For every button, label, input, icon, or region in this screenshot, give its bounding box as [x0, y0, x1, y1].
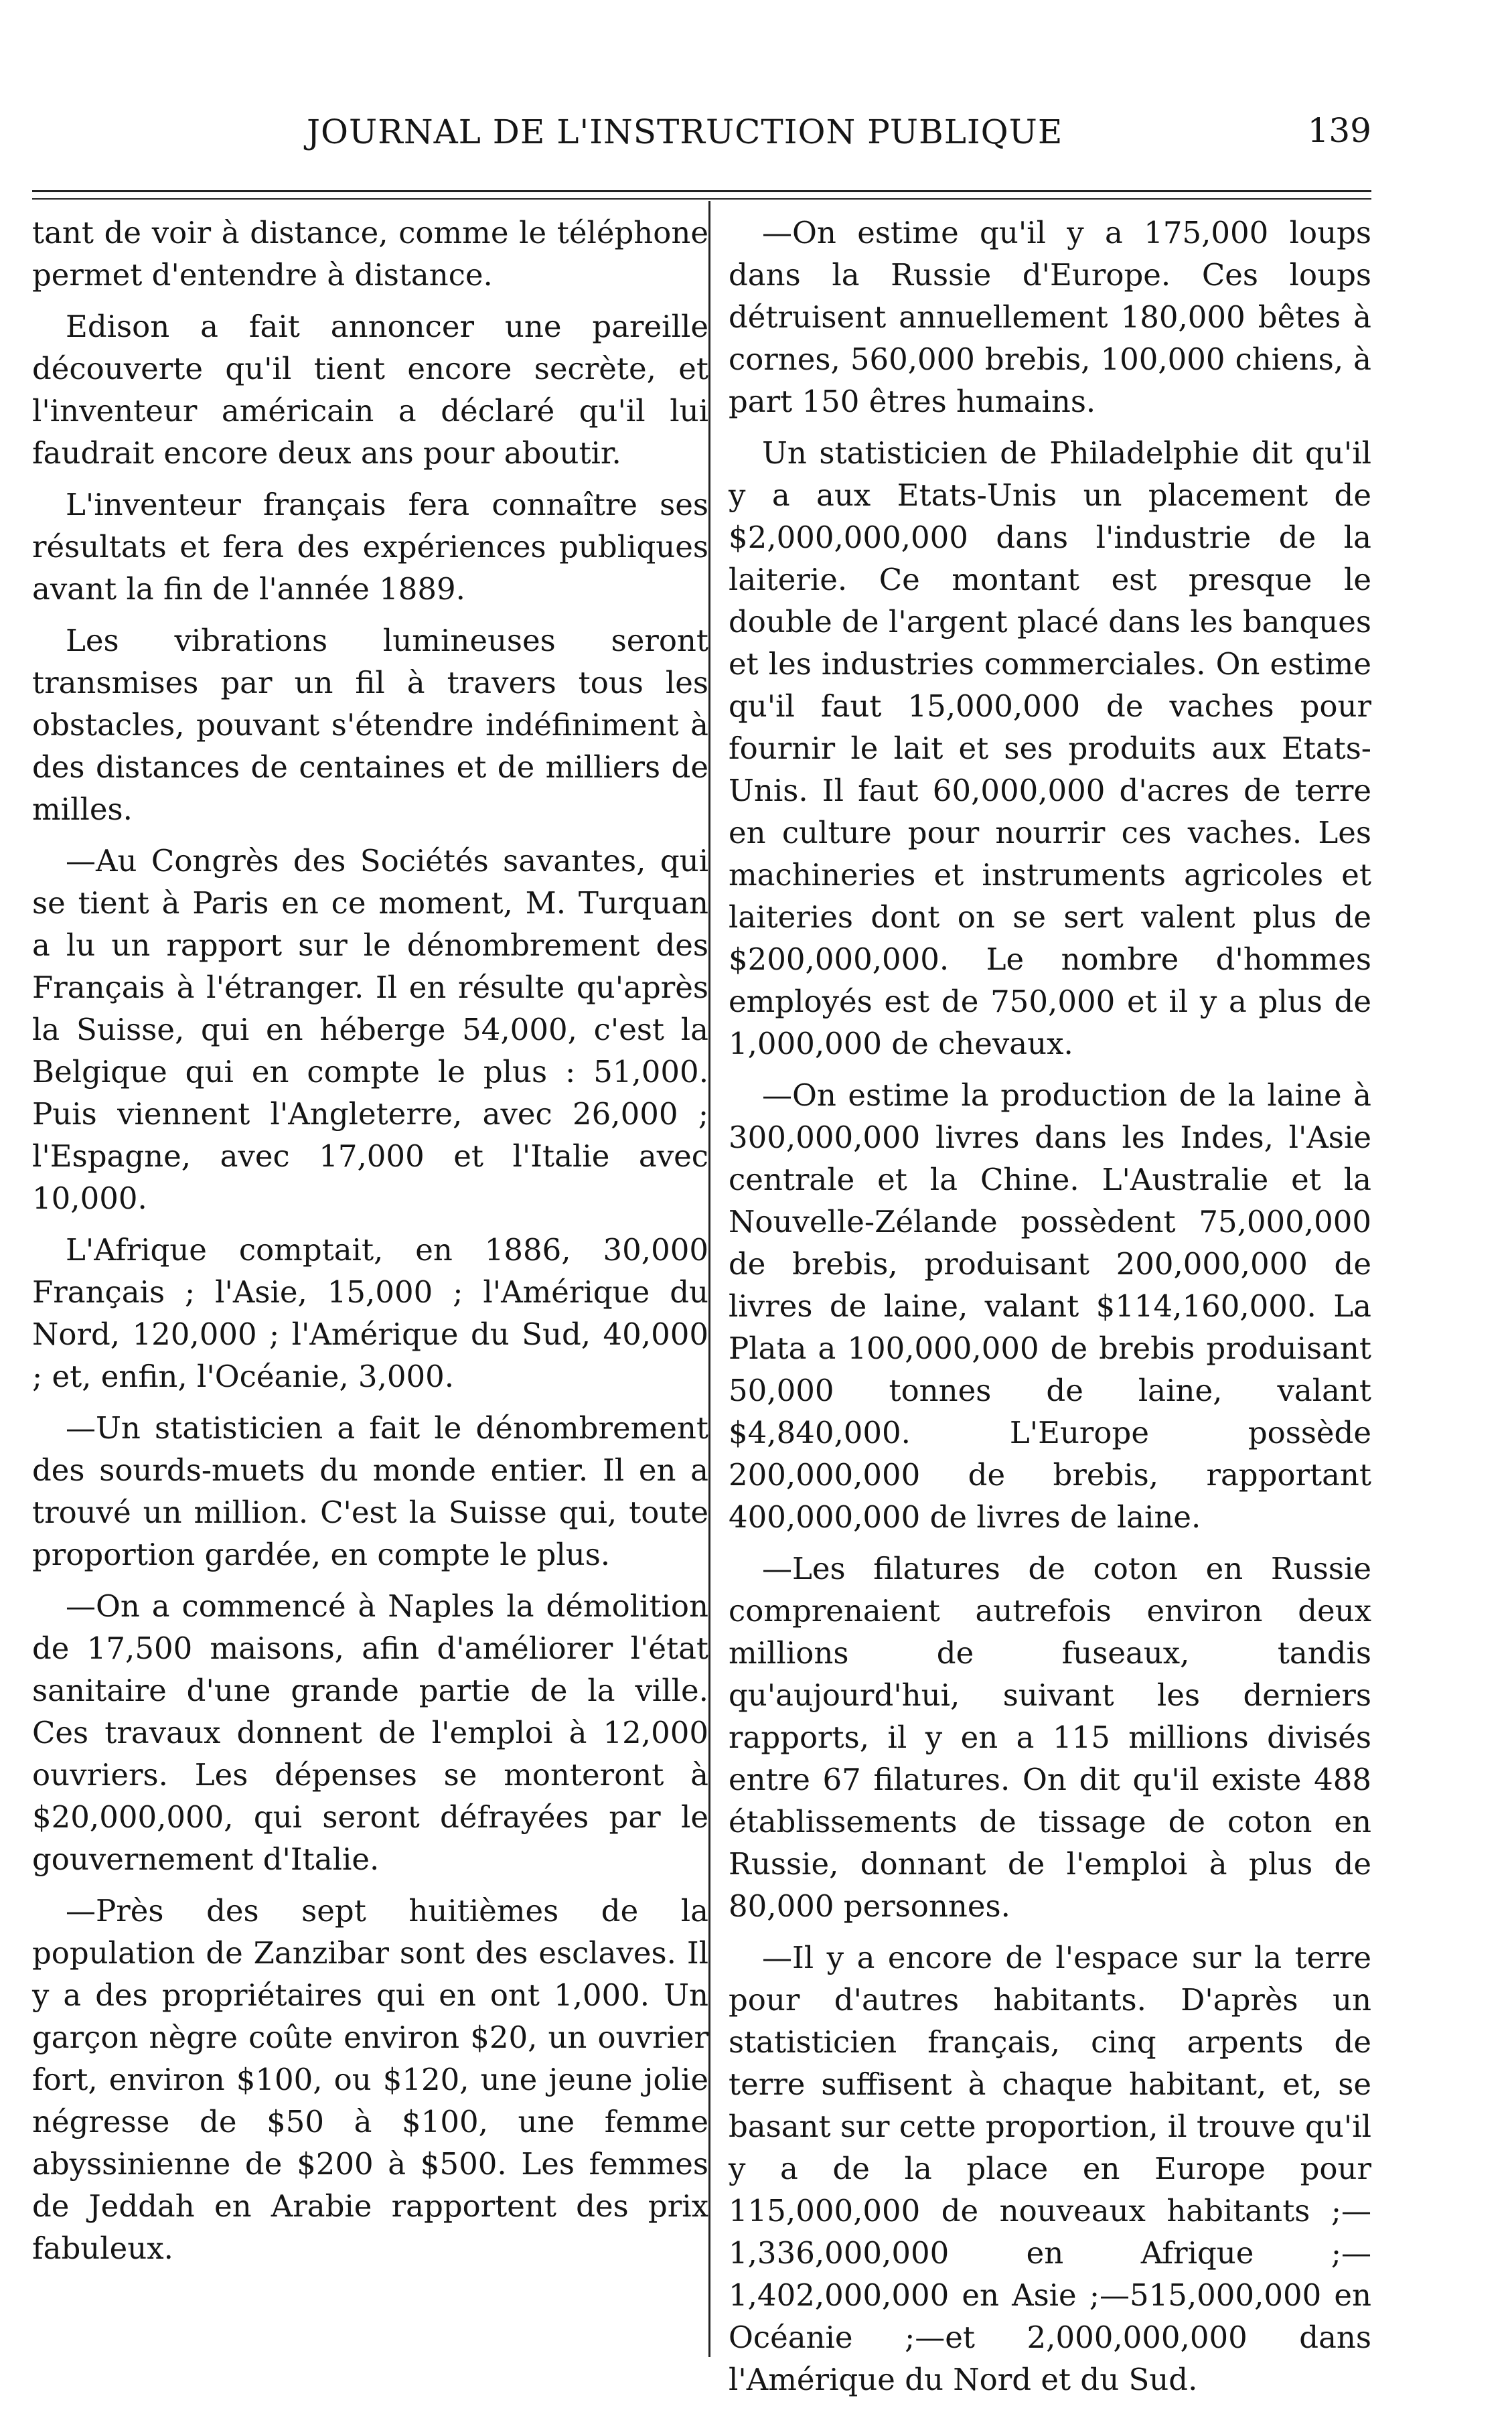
paragraph: Un statisticien de Philadelphie dit qu'il y a aux Etats-Unis un placement de $2,000,000,000 dans l'industrie de la laiterie. Ce montant est presque le double de l'argent placé dans les banques et les industries commerciales. On estime qu'il faut 15,000,000 de vaches pour fournir le lait et ses produits aux Etats-Unis. Il faut 60,000,000 d'acres de terre en culture pour nourrir ces vaches. Les machineries et instruments agricoles et laiteries dont on se sert valent plus de $200,000,000. Le nombre d'hommes employés est de 750,000 et il y a plus de 1,000,000 de chevaux. — [729, 435, 1371, 1061]
right-column — [729, 212, 1371, 2410]
column-divider — [708, 201, 710, 2357]
page-number: 139 — [1307, 111, 1371, 150]
paragraph: —Les filatures de coton en Russie comprenaient autrefois environ deux millions de fuseaux, tandis qu'aujourd'hui, suivant les derniers rapports, il y en a 115 millions divisés entre 67 filatures. On dit qu'il existe 488 établissements de tissage de coton en Russie, donnant de l'emploi à plus de 80,000 personnes. — [729, 1551, 1371, 1924]
paragraph: —On estime la production de la laine à 300,000,000 livres dans les Indes, l'Asie centrale et la Chine. L'Australie et la Nouvelle-Zélande possèdent 75,000,000 de brebis, produisant 200,000,000 de livres de laine, valant $114,160,000. La Plata a 100,000,000 de brebis produisant 50,000 tonnes de laine, valant $4,840,000. L'Europe possède 200,000,000 de brebis, rapportant 400,000,000 de livres de laine. — [729, 1077, 1371, 1535]
paragraph: —Au Congrès des Sociétés savantes, qui se tient à Paris en ce moment, M. Turquan a lu un rapport sur le dénombrement des Français à l'étranger. Il en résulte qu'après la Suisse, qui en héberge 54,000, c'est la Belgique qui en compte le plus : 51,000. Puis viennent l'Angleterre, avec 26,000 ; l'Espagne, avec 17,000 et l'Italie avec 10,000. — [32, 843, 708, 1216]
paragraph: —Un statisticien a fait le dénombrement des sourds-muets du monde entier. Il en a trouvé un million. C'est la Suisse qui, toute proportion gardée, en compte le plus. — [32, 1410, 708, 1572]
paragraph: Les vibrations lumineuses seront transmises par un fil à travers tous les obstacles, pouvant s'étendre indéfiniment à des distances de centaines et de milliers de milles. — [32, 623, 708, 827]
paragraph: —On a commencé à Naples la démolition de 17,500 maisons, afin d'améliorer l'état sanitaire d'une grande partie de la ville. Ces travaux donnent de l'emploi à 12,000 ouvriers. Les dépenses se monteront à $20,000,000, qui seront défrayées par le gouvernement d'Italie. — [32, 1588, 708, 1877]
left-column — [32, 212, 708, 2279]
paragraph: —Il y a encore de l'espace sur la terre pour d'autres habitants. D'après un statisticien français, cinq arpents de terre suffisent à chaque habitant, et, se basant sur cette proportion, il trouve qu'il y a de la place en Europe pour 115,000,000 de nouveaux habitants ;—1,336,000,000 en Afrique ;—1,402,000,000 en Asie ;—515,000,000 en Océanie ;—et 2,000,000,000 dans l'Amérique du Nord et du Sud. — [729, 1940, 1371, 2397]
paragraph: L'inventeur français fera connaître ses résultats et fera des expériences publiques avant la fin de l'année 1889. — [32, 487, 708, 607]
paragraph: —Près des sept huitièmes de la population de Zanzibar sont des esclaves. Il y a des propriétaires qui en ont 1,000. Un garçon nègre coûte environ $20, un ouvrier fort, environ $100, ou $120, une jeune jolie négresse de $50 à $100, une femme abyssinienne de $200 à $500. Les femmes de Jeddah en Arabie rapportent des prix fabuleux. — [32, 1893, 708, 2266]
paragraph: Edison a fait annoncer une pareille découverte qu'il tient encore secrète, et l'inventeur américain a déclaré qu'il lui faudrait encore deux ans pour aboutir. — [32, 309, 708, 471]
running-header — [32, 106, 1371, 166]
paragraph: L'Afrique comptait, en 1886, 30,000 Français ; l'Asie, 15,000 ; l'Amérique du Nord, 120,000 ; l'Amérique du Sud, 40,000 ; et, enfin, l'Océanie, 3,000. — [32, 1232, 708, 1394]
paragraph: tant de voir à distance, comme le téléphone permet d'entendre à distance. — [32, 215, 708, 293]
paragraph: —On estime qu'il y a 175,000 loups dans la Russie d'Europe. Ces loups détruisent annuellement 180,000 bêtes à cornes, 560,000 brebis, 100,000 chiens, à part 150 êtres humains. — [729, 215, 1371, 419]
header-rule-top — [32, 190, 1371, 192]
journal-title: JOURNAL DE L'INSTRUCTION PUBLIQUE — [307, 112, 1063, 151]
header-rule-bottom — [32, 198, 1371, 200]
